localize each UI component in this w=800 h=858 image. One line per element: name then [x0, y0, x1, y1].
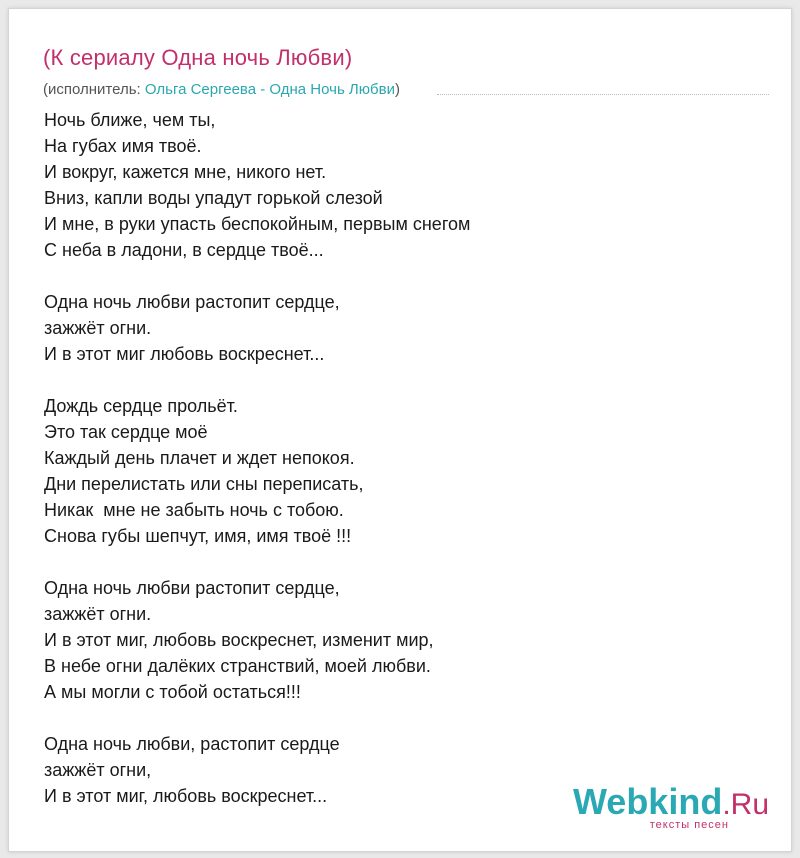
lyric-line: Дни перелистать или сны переписать, [44, 474, 364, 494]
subtitle-prefix: (исполнитель: [43, 81, 145, 98]
lyric-line: А мы могли с тобой остаться!!! [44, 682, 301, 702]
lyrics-body [44, 107, 751, 835]
lyric-line: зажжёт огни. [44, 604, 152, 624]
logo-tagline: тексты песен [649, 819, 729, 831]
stanza [44, 289, 751, 367]
lyric-line: Вниз, капли воды упадут горькой слезой [44, 188, 383, 208]
lyric-line: Это так сердце моё [44, 422, 208, 442]
lyric-line: И в этот миг, любовь воскреснет... [44, 786, 328, 806]
stanza [44, 393, 751, 549]
lyric-line: На губах имя твоё. [44, 136, 202, 156]
divider [437, 94, 769, 95]
lyric-line: И в этот миг любовь воскреснет... [44, 344, 325, 364]
lyric-line: И вокруг, кажется мне, никого нет. [44, 162, 327, 182]
lyric-line: Снова губы шепчут, имя, имя твоё !!! [44, 526, 352, 546]
stanza [44, 107, 751, 263]
lyric-line: Никак мне не забыть ночь с тобою. [44, 500, 344, 520]
lyric-line: Дождь сердце прольёт. [44, 396, 238, 416]
site-logo[interactable] [572, 781, 769, 831]
stanza [44, 575, 751, 705]
lyric-line: Одна ночь любви, растопит сердце [44, 734, 340, 754]
subtitle-suffix: ) [394, 81, 400, 98]
subtitle [43, 81, 400, 98]
logo-ru-text: .Ru [722, 788, 769, 821]
logo-webkind-text: Webkind [572, 781, 723, 822]
lyric-line: С неба в ладони, в сердце твоё... [44, 240, 324, 260]
lyric-line: зажжёт огни, [44, 760, 152, 780]
lyrics-page [8, 8, 792, 852]
lyric-line: В небе огни далёких странствий, моей любви. [44, 656, 431, 676]
page-title: (К сериалу Одна ночь Любви) [43, 45, 353, 70]
lyric-line: Одна ночь любви растопит сердце, [44, 578, 340, 598]
artist-link[interactable]: Ольга Сергеева - Одна Ночь Любви [144, 81, 395, 98]
lyric-line: И в этот миг, любовь воскреснет, изменит мир, [44, 630, 434, 650]
lyric-line: Ночь ближе, чем ты, [44, 110, 216, 130]
lyric-line: Одна ночь любви растопит сердце, [44, 292, 340, 312]
lyric-line: И мне, в руки упасть беспокойным, первым снегом [44, 214, 471, 234]
lyric-line: Каждый день плачет и ждет непокоя. [44, 448, 355, 468]
lyric-line: зажжёт огни. [44, 318, 152, 338]
